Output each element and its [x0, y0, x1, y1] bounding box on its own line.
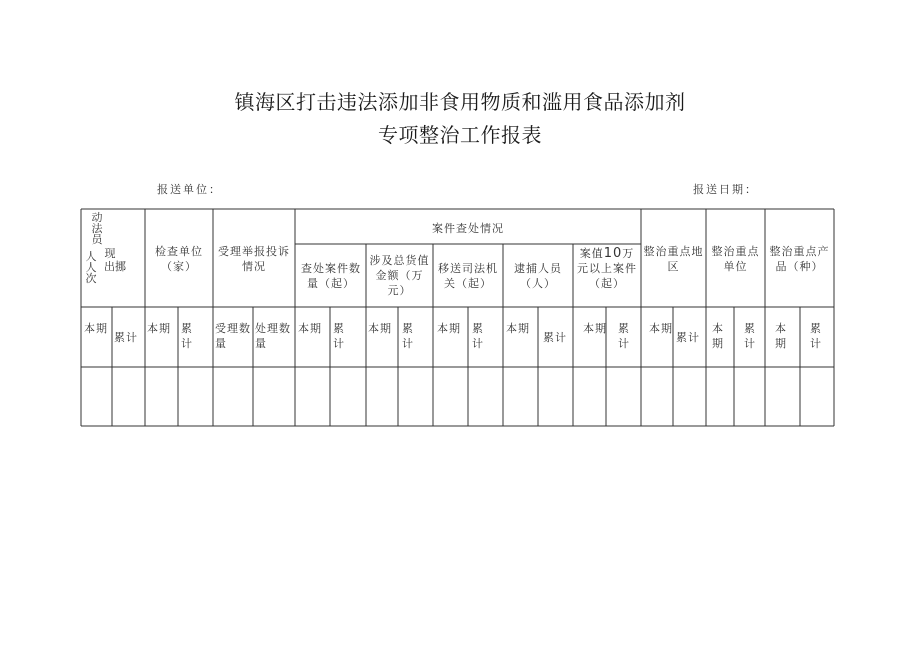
transferred-period: 本期	[437, 322, 461, 335]
units-cumulative: 累计	[744, 322, 756, 350]
inspected-period: 本期	[147, 322, 171, 335]
products-cumulative: 累计	[810, 322, 822, 350]
header-inspected-units: 检查单位（家）	[155, 245, 203, 273]
inspected-cumulative: 累计	[181, 322, 193, 350]
header-personnel-d: 出挪	[104, 260, 126, 273]
big-cases-cumulative: 累计	[618, 322, 630, 350]
arrested-cumulative: 累计	[543, 331, 567, 344]
header-arrested: 逮捕人员（人）	[514, 262, 562, 290]
big-cases-pre: 案值	[579, 247, 604, 260]
accepted-qty: 受理数量	[215, 322, 251, 350]
big-cases-post: 万元以上案件（起）	[577, 247, 637, 290]
value-period: 本期	[368, 322, 392, 335]
personnel-cumulative: 累计	[114, 331, 138, 344]
header-case-group: 案件查处情况	[432, 221, 504, 235]
transferred-cumulative: 累计	[472, 322, 484, 350]
value-cumulative: 累计	[402, 322, 414, 350]
header-cases-count: 查处案件数量（起）	[301, 262, 361, 290]
header-goods-value: 涉及总货值金额（万元）	[369, 253, 430, 297]
personnel-period: 本期	[84, 322, 108, 335]
big-cases-period: 本期	[583, 322, 607, 335]
report-date-label: 报送日期：	[693, 183, 758, 196]
header-key-units: 整治重点单位	[711, 245, 760, 273]
big-cases-num: 10	[603, 246, 623, 261]
report-unit-label: 报送单位：	[157, 183, 222, 196]
cases-period: 本期	[298, 322, 322, 335]
header-big-cases	[574, 246, 640, 294]
header-key-products: 整治重点产品（种）	[769, 245, 830, 273]
header-complaints: 受理举报投诉情况	[218, 245, 290, 273]
units-period: 本期	[712, 322, 724, 350]
areas-cumulative: 累计	[676, 331, 700, 344]
header-personnel-c: 现	[104, 247, 116, 260]
document-title-line2: 专项整治工作报表	[378, 123, 542, 147]
products-period: 本期	[775, 322, 787, 350]
header-key-areas: 整治重点地区	[643, 245, 704, 273]
arrested-period: 本期	[506, 322, 530, 335]
areas-period: 本期	[649, 322, 673, 335]
header-personnel-b: 人人次	[85, 250, 97, 285]
document-title-line1: 镇海区打击违法添加非食用物质和滥用食品添加剂	[234, 90, 686, 114]
header-transferred: 移送司法机关（起）	[438, 262, 498, 290]
header-personnel-a: 动法员	[91, 211, 103, 246]
handled-qty: 处理数量	[255, 322, 291, 350]
cases-cumulative: 累计	[333, 322, 345, 350]
